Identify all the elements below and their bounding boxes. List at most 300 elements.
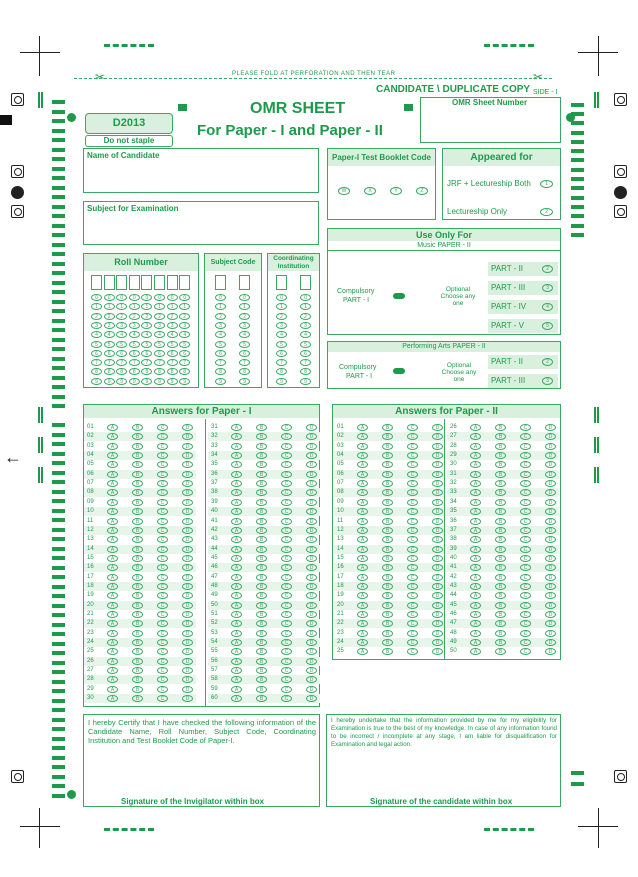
paper2-answer-bubble[interactable]: A [357, 574, 368, 581]
paper2-answer-bubble[interactable]: D [545, 602, 556, 609]
paper2-answer-bubble[interactable]: D [432, 546, 443, 553]
paper2-answer-bubble[interactable]: C [407, 648, 418, 655]
paper2-answer-bubble[interactable]: C [520, 592, 531, 599]
paper1-answer-bubble[interactable]: C [281, 480, 292, 487]
paper1-answer-bubble[interactable]: C [157, 564, 168, 571]
paper1-answer-bubble[interactable]: B [132, 518, 143, 525]
paper2-answer-bubble[interactable]: B [382, 630, 393, 637]
paper2-answer-bubble[interactable]: B [495, 555, 506, 562]
paper1-answer-bubble[interactable]: D [306, 489, 317, 496]
paper2-answer-bubble[interactable]: D [545, 489, 556, 496]
subject-code-entry-cell[interactable] [239, 275, 250, 290]
paper1-answer-bubble[interactable]: B [256, 574, 267, 581]
subject-code-entry-cell[interactable] [215, 275, 226, 290]
paper2-answer-bubble[interactable]: B [382, 546, 393, 553]
paper1-answer-bubble[interactable]: A [231, 658, 242, 665]
paper2-answer-bubble[interactable]: C [520, 639, 531, 646]
paper2-answer-bubble[interactable]: D [432, 630, 443, 637]
paper1-answer-bubble[interactable]: A [231, 611, 242, 618]
paper1-answer-bubble[interactable]: C [281, 461, 292, 468]
paper1-answer-bubble[interactable]: A [231, 686, 242, 693]
roll-digit-bubble[interactable]: 4 [141, 331, 152, 338]
subject-code-digit-bubble[interactable]: 8 [215, 368, 226, 375]
coordinating-digit-bubble[interactable]: 5 [276, 341, 287, 348]
booklet-bubble-x[interactable]: X [364, 187, 376, 195]
paper1-answer-bubble[interactable]: D [306, 648, 317, 655]
roll-digit-bubble[interactable]: 5 [104, 341, 115, 348]
paper2-answer-bubble[interactable]: A [357, 508, 368, 515]
paper2-answer-bubble[interactable]: C [520, 536, 531, 543]
paper2-answer-bubble[interactable]: A [470, 424, 481, 431]
roll-digit-bubble[interactable]: 1 [179, 303, 190, 310]
paper1-answer-bubble[interactable]: C [157, 592, 168, 599]
paper1-answer-bubble[interactable]: D [182, 489, 193, 496]
roll-digit-bubble[interactable]: 5 [167, 341, 178, 348]
paper2-answer-bubble[interactable]: A [470, 648, 481, 655]
paper2-answer-bubble[interactable]: B [495, 648, 506, 655]
paper1-answer-bubble[interactable]: A [231, 527, 242, 534]
paper1-answer-bubble[interactable]: B [132, 508, 143, 515]
booklet-bubble-y[interactable]: Y [390, 187, 402, 195]
roll-digit-bubble[interactable]: 9 [104, 378, 115, 385]
paper1-answer-bubble[interactable]: A [107, 676, 118, 683]
paper2-answer-bubble[interactable]: B [495, 527, 506, 534]
paper2-answer-bubble[interactable]: D [545, 499, 556, 506]
paper1-answer-bubble[interactable]: A [107, 508, 118, 515]
paper2-answer-bubble[interactable]: C [520, 433, 531, 440]
roll-entry-cell[interactable] [91, 275, 102, 290]
coordinating-digit-bubble[interactable]: 3 [276, 322, 287, 329]
paper2-answer-bubble[interactable]: A [470, 639, 481, 646]
roll-digit-bubble[interactable]: 0 [167, 294, 178, 301]
paper1-answer-bubble[interactable]: C [157, 461, 168, 468]
roll-digit-bubble[interactable]: 4 [179, 331, 190, 338]
music-part-bubble[interactable]: 2 [542, 265, 553, 273]
paper2-answer-bubble[interactable]: D [545, 546, 556, 553]
paper2-answer-bubble[interactable]: A [357, 546, 368, 553]
paper1-answer-bubble[interactable]: D [306, 452, 317, 459]
paper2-answer-bubble[interactable]: D [545, 555, 556, 562]
roll-digit-bubble[interactable]: 1 [141, 303, 152, 310]
paper1-answer-bubble[interactable]: D [182, 583, 193, 590]
paper1-answer-bubble[interactable]: D [182, 508, 193, 515]
roll-digit-bubble[interactable]: 6 [154, 350, 165, 357]
subject-code-digit-bubble[interactable]: 6 [239, 350, 250, 357]
paper2-answer-bubble[interactable]: B [382, 424, 393, 431]
paper2-answer-bubble[interactable]: A [357, 433, 368, 440]
paper1-answer-bubble[interactable]: C [157, 433, 168, 440]
paper1-answer-bubble[interactable]: C [281, 536, 292, 543]
paper2-answer-bubble[interactable]: D [432, 574, 443, 581]
paper2-answer-bubble[interactable]: C [520, 630, 531, 637]
paper1-answer-bubble[interactable]: A [107, 471, 118, 478]
paper1-answer-bubble[interactable]: D [306, 695, 317, 702]
paper1-answer-bubble[interactable]: A [231, 471, 242, 478]
paper2-answer-bubble[interactable]: A [470, 461, 481, 468]
paper2-answer-bubble[interactable]: C [520, 489, 531, 496]
paper1-answer-bubble[interactable]: D [182, 574, 193, 581]
coordinating-digit-bubble[interactable]: 6 [300, 350, 311, 357]
paper1-answer-bubble[interactable]: C [157, 620, 168, 627]
paper1-answer-bubble[interactable]: D [182, 461, 193, 468]
coordinating-digit-bubble[interactable]: 9 [276, 378, 287, 385]
coordinating-digit-bubble[interactable]: 3 [300, 322, 311, 329]
paper1-answer-bubble[interactable]: C [281, 564, 292, 571]
roll-entry-cell[interactable] [154, 275, 165, 290]
paper2-answer-bubble[interactable]: D [545, 611, 556, 618]
paper1-answer-bubble[interactable]: D [306, 658, 317, 665]
paper1-answer-bubble[interactable]: A [107, 518, 118, 525]
paper2-answer-bubble[interactable]: B [495, 639, 506, 646]
roll-digit-bubble[interactable]: 3 [116, 322, 127, 329]
roll-digit-bubble[interactable]: 6 [116, 350, 127, 357]
coordinating-digit-bubble[interactable]: 6 [276, 350, 287, 357]
paper2-answer-bubble[interactable]: D [545, 443, 556, 450]
paper2-answer-bubble[interactable]: C [407, 574, 418, 581]
paper1-answer-bubble[interactable]: A [231, 630, 242, 637]
paper2-answer-bubble[interactable]: B [382, 611, 393, 618]
booklet-bubble-w[interactable]: W [338, 187, 350, 195]
paper1-answer-bubble[interactable]: B [256, 536, 267, 543]
paper1-answer-bubble[interactable]: A [107, 648, 118, 655]
paper1-answer-bubble[interactable]: C [281, 527, 292, 534]
roll-digit-bubble[interactable]: 5 [141, 341, 152, 348]
paper2-answer-bubble[interactable]: C [520, 508, 531, 515]
paper1-answer-bubble[interactable]: D [306, 518, 317, 525]
paper1-answer-bubble[interactable]: A [107, 658, 118, 665]
paper1-answer-bubble[interactable]: D [306, 611, 317, 618]
paper2-answer-bubble[interactable]: A [357, 518, 368, 525]
paper1-answer-bubble[interactable]: B [132, 480, 143, 487]
paper1-answer-bubble[interactable]: A [107, 452, 118, 459]
paper1-answer-bubble[interactable]: B [132, 471, 143, 478]
paper1-answer-bubble[interactable]: A [231, 555, 242, 562]
roll-entry-cell[interactable] [141, 275, 152, 290]
paper1-answer-bubble[interactable]: A [231, 518, 242, 525]
roll-digit-bubble[interactable]: 8 [91, 368, 102, 375]
roll-digit-bubble[interactable]: 9 [179, 378, 190, 385]
paper1-answer-bubble[interactable]: B [256, 424, 267, 431]
coordinating-entry-cell[interactable] [276, 275, 287, 290]
paper2-answer-bubble[interactable]: C [520, 583, 531, 590]
paper1-answer-bubble[interactable]: B [256, 461, 267, 468]
paper1-answer-bubble[interactable]: A [231, 602, 242, 609]
coordinating-digit-bubble[interactable]: 2 [276, 313, 287, 320]
paper1-answer-bubble[interactable]: D [182, 620, 193, 627]
paper1-answer-bubble[interactable]: D [182, 499, 193, 506]
paper1-answer-bubble[interactable]: A [231, 499, 242, 506]
roll-digit-bubble[interactable]: 2 [141, 313, 152, 320]
paper1-answer-bubble[interactable]: D [306, 676, 317, 683]
paper1-answer-bubble[interactable]: C [157, 499, 168, 506]
paper1-answer-bubble[interactable]: A [107, 564, 118, 571]
paper1-answer-bubble[interactable]: A [231, 546, 242, 553]
paper2-answer-bubble[interactable]: B [495, 564, 506, 571]
paper2-answer-bubble[interactable]: B [495, 433, 506, 440]
roll-digit-bubble[interactable]: 9 [116, 378, 127, 385]
paper2-answer-bubble[interactable]: C [407, 480, 418, 487]
paper2-answer-bubble[interactable]: A [357, 452, 368, 459]
paper2-answer-bubble[interactable]: D [432, 471, 443, 478]
roll-digit-bubble[interactable]: 7 [179, 359, 190, 366]
roll-digit-bubble[interactable]: 7 [141, 359, 152, 366]
paper1-answer-bubble[interactable]: D [182, 471, 193, 478]
paper1-answer-bubble[interactable]: C [281, 658, 292, 665]
paper1-answer-bubble[interactable]: D [306, 602, 317, 609]
paper2-answer-bubble[interactable]: B [495, 583, 506, 590]
paper2-answer-bubble[interactable]: C [520, 564, 531, 571]
subject-code-digit-bubble[interactable]: 0 [239, 294, 250, 301]
paper2-answer-bubble[interactable]: D [545, 461, 556, 468]
paper1-answer-bubble[interactable]: B [256, 489, 267, 496]
paper1-answer-bubble[interactable]: C [157, 639, 168, 646]
roll-digit-bubble[interactable]: 4 [116, 331, 127, 338]
roll-digit-bubble[interactable]: 6 [179, 350, 190, 357]
paper1-answer-bubble[interactable]: D [306, 574, 317, 581]
paper2-answer-bubble[interactable]: C [407, 620, 418, 627]
roll-digit-bubble[interactable]: 5 [154, 341, 165, 348]
paper1-answer-bubble[interactable]: A [231, 489, 242, 496]
paper2-answer-bubble[interactable]: A [470, 499, 481, 506]
paper2-answer-bubble[interactable]: D [545, 630, 556, 637]
paper1-answer-bubble[interactable]: A [231, 564, 242, 571]
paper2-answer-bubble[interactable]: C [407, 471, 418, 478]
paper1-answer-bubble[interactable]: B [256, 518, 267, 525]
paper1-answer-bubble[interactable]: C [281, 667, 292, 674]
paper1-answer-bubble[interactable]: C [157, 583, 168, 590]
paper1-answer-bubble[interactable]: B [256, 443, 267, 450]
paper2-answer-bubble[interactable]: D [432, 611, 443, 618]
paper2-answer-bubble[interactable]: D [432, 602, 443, 609]
paper2-answer-bubble[interactable]: A [357, 630, 368, 637]
coordinating-digit-bubble[interactable]: 1 [300, 303, 311, 310]
subject-code-digit-bubble[interactable]: 2 [239, 313, 250, 320]
paper1-answer-bubble[interactable]: B [256, 555, 267, 562]
paper2-answer-bubble[interactable]: B [495, 499, 506, 506]
paper1-answer-bubble[interactable]: C [281, 648, 292, 655]
paper2-answer-bubble[interactable]: D [432, 564, 443, 571]
paper2-answer-bubble[interactable]: B [382, 564, 393, 571]
paper1-answer-bubble[interactable]: A [231, 592, 242, 599]
roll-digit-bubble[interactable]: 8 [104, 368, 115, 375]
roll-digit-bubble[interactable]: 7 [129, 359, 140, 366]
paper2-answer-bubble[interactable]: D [545, 564, 556, 571]
paper2-answer-bubble[interactable]: A [357, 536, 368, 543]
paper1-answer-bubble[interactable]: A [107, 536, 118, 543]
paper2-answer-bubble[interactable]: B [382, 508, 393, 515]
coordinating-entry-cell[interactable] [300, 275, 311, 290]
paper1-answer-bubble[interactable]: D [306, 592, 317, 599]
roll-digit-bubble[interactable]: 7 [167, 359, 178, 366]
roll-digit-bubble[interactable]: 9 [141, 378, 152, 385]
paper2-answer-bubble[interactable]: B [382, 602, 393, 609]
paper2-answer-bubble[interactable]: D [432, 424, 443, 431]
paper2-answer-bubble[interactable]: C [407, 639, 418, 646]
paper1-answer-bubble[interactable]: C [281, 583, 292, 590]
paper2-answer-bubble[interactable]: C [407, 424, 418, 431]
paper1-answer-bubble[interactable]: C [157, 695, 168, 702]
paper1-answer-bubble[interactable]: D [306, 480, 317, 487]
paper2-answer-bubble[interactable]: C [520, 527, 531, 534]
paper2-answer-bubble[interactable]: D [432, 499, 443, 506]
coordinating-digit-bubble[interactable]: 0 [276, 294, 287, 301]
paper2-answer-bubble[interactable]: C [407, 630, 418, 637]
paper1-answer-bubble[interactable]: C [157, 546, 168, 553]
roll-digit-bubble[interactable]: 2 [179, 313, 190, 320]
paper2-answer-bubble[interactable]: A [357, 555, 368, 562]
paper2-answer-bubble[interactable]: B [382, 536, 393, 543]
paper2-answer-bubble[interactable]: D [545, 452, 556, 459]
paper1-answer-bubble[interactable]: C [281, 686, 292, 693]
paper2-answer-bubble[interactable]: A [470, 592, 481, 599]
coordinating-digit-bubble[interactable]: 4 [300, 331, 311, 338]
paper2-answer-bubble[interactable]: B [382, 443, 393, 450]
paper1-answer-bubble[interactable]: B [132, 667, 143, 674]
paper2-answer-bubble[interactable]: B [495, 592, 506, 599]
paper1-answer-bubble[interactable]: B [132, 546, 143, 553]
roll-digit-bubble[interactable]: 1 [104, 303, 115, 310]
paper1-answer-bubble[interactable]: A [231, 676, 242, 683]
paper1-answer-bubble[interactable]: B [132, 620, 143, 627]
paper1-answer-bubble[interactable]: B [132, 630, 143, 637]
paper1-answer-bubble[interactable]: C [157, 602, 168, 609]
paper2-answer-bubble[interactable]: A [470, 480, 481, 487]
paper1-answer-bubble[interactable]: D [182, 630, 193, 637]
paper1-answer-bubble[interactable]: D [306, 583, 317, 590]
paper2-answer-bubble[interactable]: A [470, 471, 481, 478]
paper1-answer-bubble[interactable]: D [306, 424, 317, 431]
roll-digit-bubble[interactable]: 9 [154, 378, 165, 385]
paper2-answer-bubble[interactable]: A [357, 499, 368, 506]
paper1-answer-bubble[interactable]: B [132, 536, 143, 543]
paper2-answer-bubble[interactable]: A [470, 527, 481, 534]
paper2-answer-bubble[interactable]: B [495, 424, 506, 431]
paper1-answer-bubble[interactable]: D [182, 592, 193, 599]
paper2-answer-bubble[interactable]: A [470, 602, 481, 609]
paper1-answer-bubble[interactable]: B [256, 630, 267, 637]
roll-digit-bubble[interactable]: 0 [179, 294, 190, 301]
paper1-answer-bubble[interactable]: B [256, 695, 267, 702]
paper1-answer-bubble[interactable]: A [107, 574, 118, 581]
paper2-answer-bubble[interactable]: D [432, 443, 443, 450]
paper1-answer-bubble[interactable]: C [157, 667, 168, 674]
paper1-answer-bubble[interactable]: A [107, 480, 118, 487]
paper1-answer-bubble[interactable]: C [157, 536, 168, 543]
coordinating-digit-bubble[interactable]: 8 [300, 368, 311, 375]
paper1-answer-bubble[interactable]: A [107, 499, 118, 506]
subject-code-digit-bubble[interactable]: 2 [215, 313, 226, 320]
roll-digit-bubble[interactable]: 6 [91, 350, 102, 357]
paper1-answer-bubble[interactable]: B [256, 592, 267, 599]
paper2-answer-bubble[interactable]: D [545, 648, 556, 655]
paper2-answer-bubble[interactable]: B [382, 480, 393, 487]
paper1-answer-bubble[interactable]: C [281, 489, 292, 496]
paper1-answer-bubble[interactable]: B [132, 499, 143, 506]
roll-digit-bubble[interactable]: 3 [91, 322, 102, 329]
coordinating-digit-bubble[interactable]: 7 [276, 359, 287, 366]
paper2-answer-bubble[interactable]: A [470, 583, 481, 590]
paper2-answer-bubble[interactable]: B [495, 518, 506, 525]
paper1-answer-bubble[interactable]: B [256, 546, 267, 553]
paper2-answer-bubble[interactable]: A [357, 443, 368, 450]
paper1-answer-bubble[interactable]: C [281, 630, 292, 637]
appeared-bubble-1[interactable]: 1 [540, 180, 553, 188]
performing-part-bubble[interactable]: 2 [542, 358, 553, 366]
paper2-answer-bubble[interactable]: C [520, 461, 531, 468]
paper1-answer-bubble[interactable]: A [107, 461, 118, 468]
paper2-answer-bubble[interactable]: C [407, 546, 418, 553]
paper2-answer-bubble[interactable]: B [382, 489, 393, 496]
paper1-answer-bubble[interactable]: B [132, 452, 143, 459]
roll-digit-bubble[interactable]: 0 [129, 294, 140, 301]
roll-digit-bubble[interactable]: 5 [179, 341, 190, 348]
roll-digit-bubble[interactable]: 0 [91, 294, 102, 301]
paper2-answer-bubble[interactable]: A [357, 611, 368, 618]
subject-code-digit-bubble[interactable]: 6 [215, 350, 226, 357]
coordinating-digit-bubble[interactable]: 9 [300, 378, 311, 385]
paper1-answer-bubble[interactable]: A [231, 508, 242, 515]
paper2-answer-bubble[interactable]: C [407, 433, 418, 440]
paper2-answer-bubble[interactable]: D [545, 518, 556, 525]
paper2-answer-bubble[interactable]: A [470, 443, 481, 450]
paper1-answer-bubble[interactable]: D [182, 695, 193, 702]
paper2-answer-bubble[interactable]: C [520, 648, 531, 655]
roll-digit-bubble[interactable]: 0 [141, 294, 152, 301]
paper2-answer-bubble[interactable]: B [382, 620, 393, 627]
paper1-answer-bubble[interactable]: D [182, 658, 193, 665]
paper1-answer-bubble[interactable]: A [107, 546, 118, 553]
paper2-answer-bubble[interactable]: C [407, 555, 418, 562]
paper1-answer-bubble[interactable]: B [132, 443, 143, 450]
paper2-answer-bubble[interactable]: A [470, 452, 481, 459]
performing-part-bubble[interactable]: 3 [542, 377, 553, 385]
paper2-answer-bubble[interactable]: C [520, 518, 531, 525]
paper1-answer-bubble[interactable]: B [132, 686, 143, 693]
paper2-answer-bubble[interactable]: A [470, 620, 481, 627]
paper1-answer-bubble[interactable]: A [107, 527, 118, 534]
paper2-answer-bubble[interactable]: B [495, 461, 506, 468]
paper2-answer-bubble[interactable]: B [382, 583, 393, 590]
paper2-answer-bubble[interactable]: C [407, 536, 418, 543]
paper1-answer-bubble[interactable]: C [157, 686, 168, 693]
subject-code-digit-bubble[interactable]: 1 [215, 303, 226, 310]
roll-digit-bubble[interactable]: 2 [129, 313, 140, 320]
paper1-answer-bubble[interactable]: D [306, 443, 317, 450]
paper2-answer-bubble[interactable]: C [520, 546, 531, 553]
paper2-answer-bubble[interactable]: D [432, 452, 443, 459]
paper1-answer-bubble[interactable]: B [256, 433, 267, 440]
paper1-answer-bubble[interactable]: D [182, 452, 193, 459]
roll-digit-bubble[interactable]: 2 [154, 313, 165, 320]
roll-digit-bubble[interactable]: 3 [141, 322, 152, 329]
paper1-answer-bubble[interactable]: B [132, 676, 143, 683]
paper1-answer-bubble[interactable]: B [132, 461, 143, 468]
paper1-answer-bubble[interactable]: C [157, 489, 168, 496]
paper1-answer-bubble[interactable]: C [157, 527, 168, 534]
paper2-answer-bubble[interactable]: C [520, 452, 531, 459]
paper2-answer-bubble[interactable]: B [495, 489, 506, 496]
paper2-answer-bubble[interactable]: D [545, 471, 556, 478]
roll-digit-bubble[interactable]: 1 [167, 303, 178, 310]
subject-code-digit-bubble[interactable]: 3 [215, 322, 226, 329]
paper1-answer-bubble[interactable]: B [132, 611, 143, 618]
roll-digit-bubble[interactable]: 0 [116, 294, 127, 301]
paper1-answer-bubble[interactable]: D [182, 639, 193, 646]
roll-digit-bubble[interactable]: 6 [167, 350, 178, 357]
paper1-answer-bubble[interactable]: A [107, 695, 118, 702]
paper1-answer-bubble[interactable]: A [107, 630, 118, 637]
paper2-answer-bubble[interactable]: D [432, 555, 443, 562]
